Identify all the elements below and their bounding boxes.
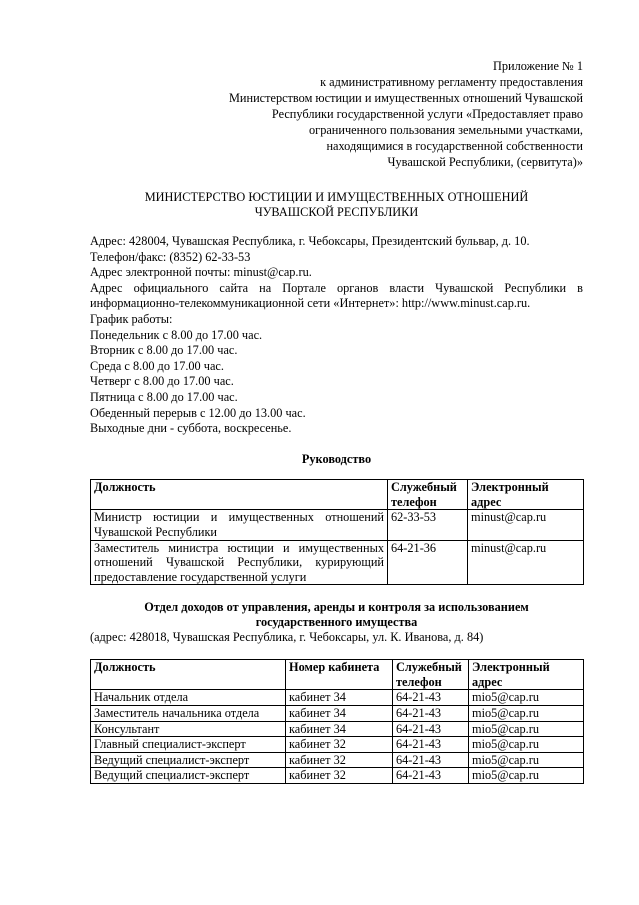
phone-cell: 64-21-43 (393, 737, 469, 753)
table-row (91, 721, 584, 737)
table-row (91, 540, 584, 585)
phone-cell: 64-21-43 (393, 721, 469, 737)
schedule-line: Среда с 8.00 до 17.00 час. (90, 358, 224, 373)
department-address: (адрес: 428018, Чувашская Республика, г. Чебоксары, ул. К. Иванова, д. 84) (90, 630, 484, 645)
header-cell: Электронный адрес (469, 660, 584, 690)
appendix-line: находящимися в государственной собственности (326, 139, 583, 153)
ministry-title (90, 190, 583, 220)
email-cell: mio5@cap.ru (469, 706, 584, 722)
schedule-line: Вторник с 8.00 до 17.00 час. (90, 343, 238, 358)
table-row (91, 737, 584, 753)
room-cell: кабинет 34 (286, 690, 393, 706)
phone-cell: 64-21-43 (393, 768, 469, 784)
schedule-line: Обеденный перерыв с 12.00 до 13.00 час. (90, 405, 306, 420)
appendix-line: ограниченного пользования земельными участками, (309, 123, 583, 137)
phone-line: Телефон/факс: (8352) 62-33-53 (90, 249, 251, 264)
position-cell: Консультант (91, 721, 286, 737)
schedule-line: Четверг с 8.00 до 17.00 час. (90, 374, 234, 389)
room-cell: кабинет 32 (286, 737, 393, 753)
ministry-title-line: МИНИСТЕРСТВО ЮСТИЦИИ И ИМУЩЕСТВЕННЫХ ОТНОШЕНИЙ (144, 190, 529, 204)
email-cell: mio5@cap.ru (469, 690, 584, 706)
department-heading (90, 600, 583, 630)
position-cell: Начальник отдела (91, 690, 286, 706)
header-cell: Номер кабинета (286, 660, 393, 690)
header-cell: Служебный телефон (388, 480, 468, 510)
table-header-row (91, 660, 584, 690)
room-cell: кабинет 34 (286, 721, 393, 737)
phone-cell: 64-21-36 (388, 540, 468, 585)
schedule-title: График работы: (90, 311, 173, 326)
address-line: Адрес: 428004, Чувашская Республика, г. Чебоксары, Президентский бульвар, д. 10. (90, 234, 530, 248)
appendix-line: Чувашской Республики, (сервитута)» (387, 155, 583, 169)
leadership-table (90, 479, 584, 585)
table-row (91, 510, 584, 540)
email-cell: mio5@cap.ru (469, 752, 584, 768)
position-cell: Ведущий специалист-эксперт (91, 768, 286, 784)
appendix-line: Республики государственной услуги «Предоставляет право (271, 107, 583, 121)
position-cell: Заместитель министра юстиции и имущественных отношений Чувашской Республики, курирующий предоставление государственной услуги (91, 540, 388, 585)
header-cell: Должность (91, 660, 286, 690)
room-cell: кабинет 34 (286, 706, 393, 722)
position-cell: Заместитель начальника отдела (91, 706, 286, 722)
leadership-heading: Руководство (301, 451, 372, 466)
email-cell: minust@cap.ru (468, 510, 584, 540)
schedule-line: Выходные дни - суббота, воскресенье. (90, 421, 292, 436)
email-line: Адрес электронной почты: minust@cap.ru. (90, 265, 312, 280)
appendix-block (90, 58, 583, 170)
room-cell: кабинет 32 (286, 768, 393, 784)
position-cell: Главный специалист-эксперт (91, 737, 286, 753)
department-heading-line: государственного имущества (255, 615, 418, 630)
room-cell: кабинет 32 (286, 752, 393, 768)
email-cell: mio5@cap.ru (469, 737, 584, 753)
schedule-line: Понедельник с 8.00 до 17.00 час. (90, 327, 263, 342)
schedule-line: Пятница с 8.00 до 17.00 час. (90, 389, 238, 404)
phone-cell: 64-21-43 (393, 752, 469, 768)
email-cell: mio5@cap.ru (469, 768, 584, 784)
header-cell: Должность (91, 480, 388, 510)
table-row (91, 768, 584, 784)
header-cell: Электронный адрес (468, 480, 584, 510)
appendix-line: к административному регламенту предоставления (320, 75, 583, 89)
table-row (91, 706, 584, 722)
phone-cell: 64-21-43 (393, 690, 469, 706)
department-table (90, 659, 584, 784)
appendix-line: Министерством юстиции и имущественных отношений Чувашской (228, 91, 583, 105)
email-cell: minust@cap.ru (468, 540, 584, 585)
table-row (91, 690, 584, 706)
phone-cell: 64-21-43 (393, 706, 469, 722)
position-cell: Министр юстиции и имущественных отношений Чувашской Республики (91, 510, 388, 540)
document-page (90, 58, 583, 784)
phone-cell: 62-33-53 (388, 510, 468, 540)
contacts-block (90, 234, 583, 437)
website-line: Адрес официального сайта на Портале органов власти Чувашской Республики в информационно-телекоммуникационной сети «Интернет»: http://www.minust.cap.ru. (90, 280, 583, 311)
ministry-title-line: ЧУВАШСКОЙ РЕСПУБЛИКИ (254, 205, 419, 219)
header-cell: Служебный телефон (393, 660, 469, 690)
table-row (91, 752, 584, 768)
email-cell: mio5@cap.ru (469, 721, 584, 737)
appendix-line: Приложение № 1 (492, 59, 583, 73)
department-heading-line: Отдел доходов от управления, аренды и контроля за использованием (144, 600, 529, 615)
table-header-row (91, 480, 584, 510)
position-cell: Ведущий специалист-эксперт (91, 752, 286, 768)
